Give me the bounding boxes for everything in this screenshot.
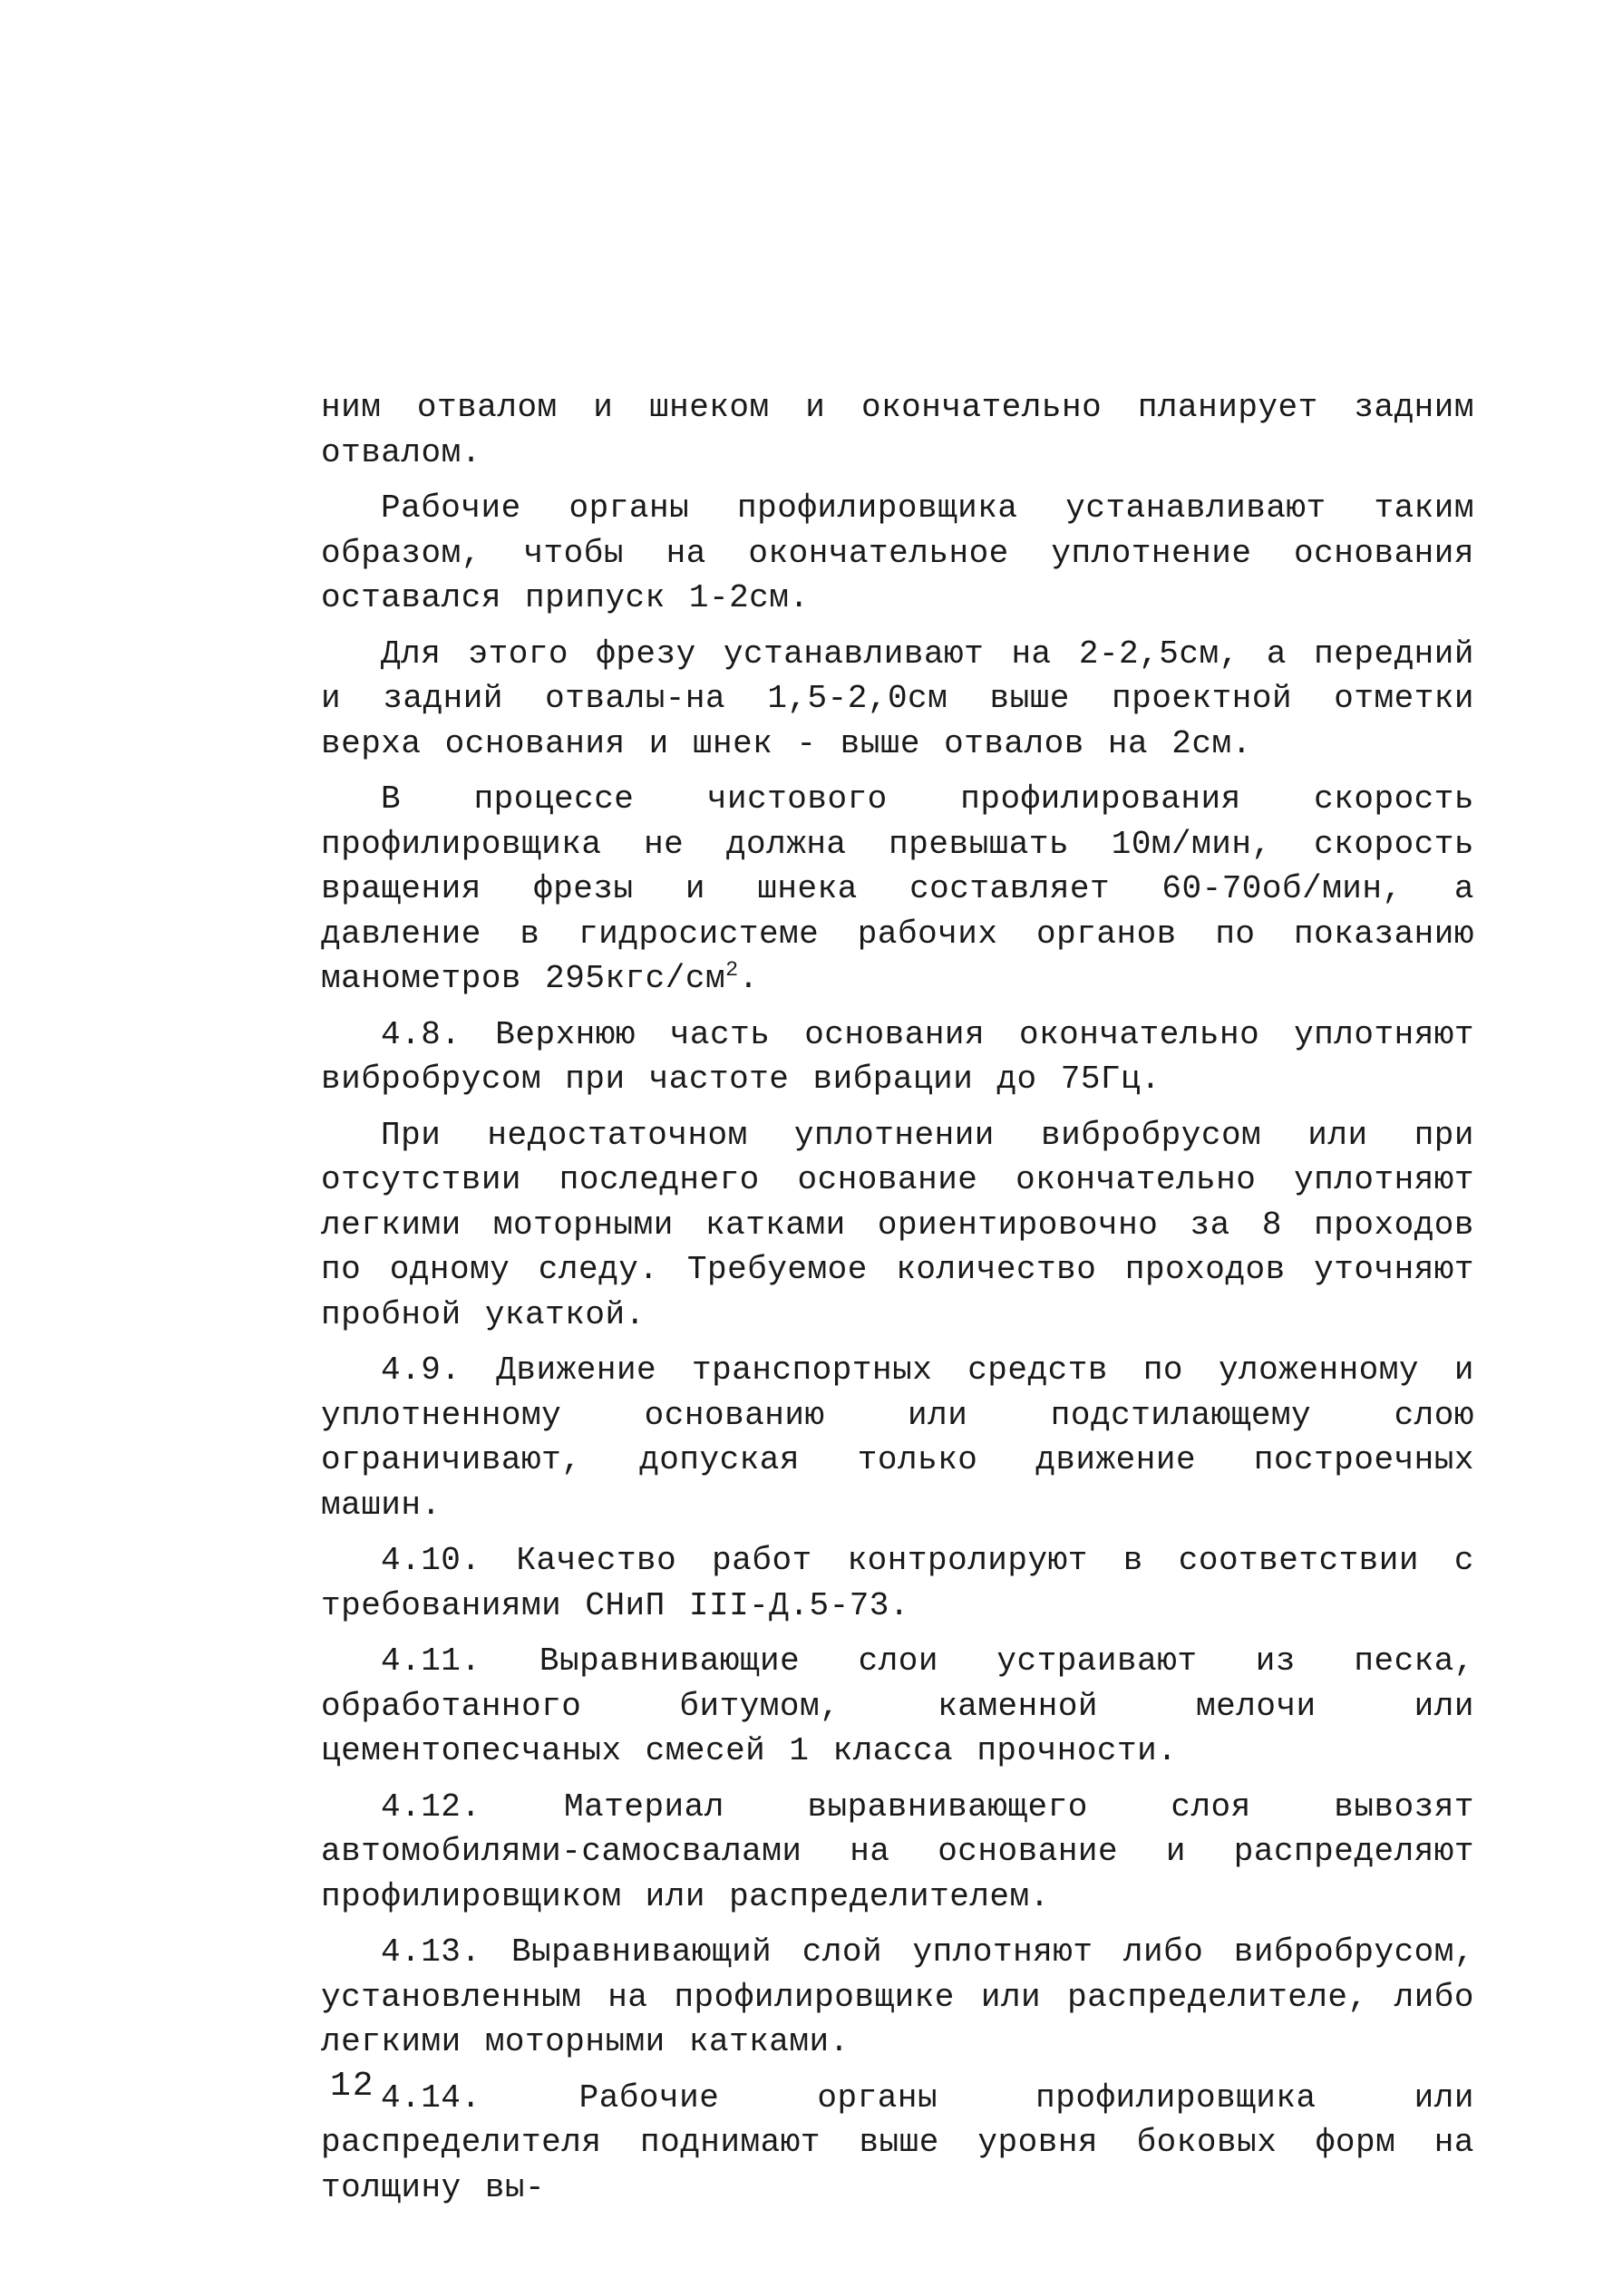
paragraph-4-13: 4.13. Выравнивающий слой уплотняют либо вибробрусом, установленным на профилировщике или распределителе, либо легкими моторными катками. (321, 1933, 1474, 2060)
paragraph-rollers: При недостаточном уплотнении вибробрусом или при отсутствии последнего основание окончательно уплотняют легкими моторными катками ориентировочно за 8 проходов по одному следу. Требуемое количество проходов уточняют пробной укаткой. (321, 1116, 1474, 1333)
paragraph-4-9: 4.9. Движение транспортных средств по уложенному и уплотненному основанию или подстилающему слою ограничивают, допуская только движение построечных машин. (321, 1351, 1474, 1524)
paragraph-4-12: 4.12. Материал выравнивающего слоя вывозят автомобилями-самосвалами на основание и распределяют профилировщиком или распределителем. (321, 1787, 1474, 1915)
paragraph-4-10: 4.10. Качество работ контролируют в соответствии с требованиями СНиП III-Д.5-73. (321, 1542, 1474, 1624)
paragraph-cutter-settings: Для этого фрезу устанавливают на 2-2,5см, а передний и задний отвалы-на 1,5-2,0см выше проектной отметки верха основания и шнек - выше отвалов на 2см. (321, 635, 1474, 762)
paragraph-working-organs: Рабочие органы профилировщика устанавливают таким образом, чтобы на окончательное уплотнение основания оставался припуск 1-2см. (321, 489, 1474, 616)
superscript-exponent: 2 (725, 959, 739, 983)
page-number: 12 (330, 2067, 375, 2106)
paragraph-continuation: ним отвалом и шнеком и окончательно планирует задним отвалом. (321, 389, 1474, 471)
paragraph-4-11: 4.11. Выравнивающие слои устраивают из песка, обработанного битумом, каменной мелочи или цементопесчаных смесей 1 класса прочности. (321, 1642, 1474, 1769)
paragraph-speed-pressure-end: . (738, 960, 759, 997)
paragraph-4-14: 4.14. Рабочие органы профилировщика или распределителя поднимают выше уровня боковых форм на толщину вы- (321, 2078, 1474, 2206)
body-text (321, 385, 1474, 2214)
paragraph-speed-pressure-main: В процессе чистового профилирования скорость профилировщика не должна превышать 10м/мин, скорость вращения фрезы и шнека составляет 60-70об/мин, а давление в гидросистеме рабочих органов по показанию манометров 295кгс/см (321, 780, 1474, 997)
paragraph-4-8: 4.8. Верхнюю часть основания окончательно уплотняют вибробрусом при частоте вибрации до 75Гц. (321, 1015, 1474, 1098)
paragraph-speed-pressure (321, 777, 1474, 1002)
